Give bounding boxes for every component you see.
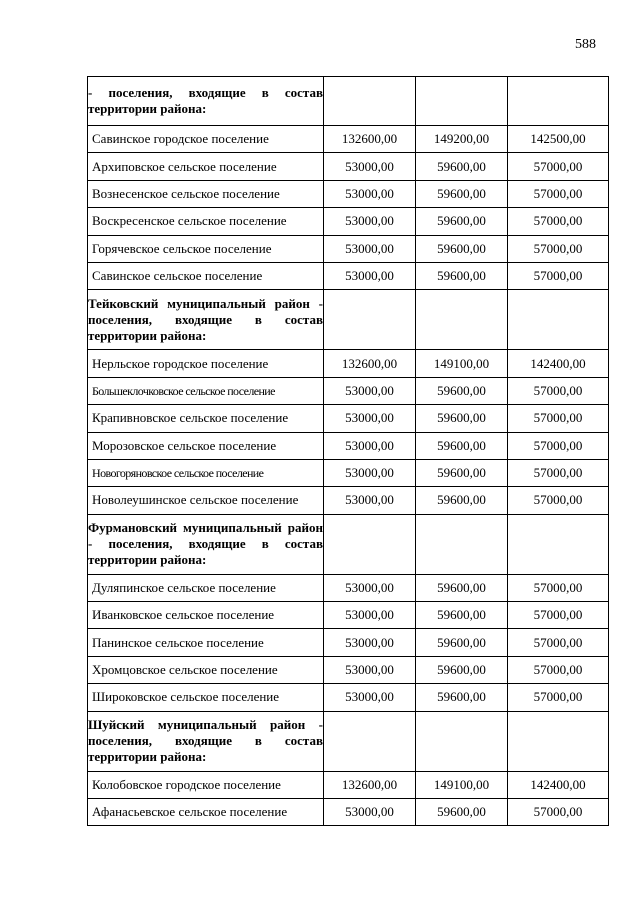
settlement-name-cell bbox=[88, 153, 324, 180]
settlement-name: Иванковское сельское поселение bbox=[92, 607, 275, 623]
settlement-row bbox=[88, 180, 609, 207]
settlement-row bbox=[88, 153, 609, 180]
settlement-name-cell bbox=[88, 377, 324, 404]
settlement-row bbox=[88, 771, 609, 798]
settlement-name-cell bbox=[88, 684, 324, 711]
value-cell-3: 142400,00 bbox=[508, 771, 609, 798]
settlement-row bbox=[88, 459, 609, 486]
settlement-row bbox=[88, 208, 609, 235]
empty-value-cell bbox=[416, 711, 508, 771]
value-cell-2: 149100,00 bbox=[416, 771, 508, 798]
settlement-name-cell bbox=[88, 771, 324, 798]
settlement-row bbox=[88, 262, 609, 289]
value-cell-3: 57000,00 bbox=[508, 487, 609, 514]
settlement-row bbox=[88, 574, 609, 601]
value-cell-2: 59600,00 bbox=[416, 208, 508, 235]
value-cell-1: 53000,00 bbox=[324, 377, 416, 404]
settlement-name-cell bbox=[88, 126, 324, 153]
value-cell-1: 53000,00 bbox=[324, 487, 416, 514]
settlement-row bbox=[88, 432, 609, 459]
value-cell-1: 53000,00 bbox=[324, 405, 416, 432]
value-cell-3: 57000,00 bbox=[508, 405, 609, 432]
settlement-name-cell bbox=[88, 799, 324, 826]
value-cell-1: 132600,00 bbox=[324, 771, 416, 798]
settlement-name: Панинское сельское поселение bbox=[92, 634, 264, 650]
empty-value-cell bbox=[508, 514, 609, 574]
empty-value-cell bbox=[416, 290, 508, 350]
value-cell-1: 53000,00 bbox=[324, 602, 416, 629]
page-number: 588 bbox=[575, 37, 596, 52]
settlement-name: Савинское сельское поселение bbox=[92, 268, 263, 284]
value-cell-2: 59600,00 bbox=[416, 487, 508, 514]
value-cell-2: 149200,00 bbox=[416, 126, 508, 153]
value-cell-2: 59600,00 bbox=[416, 459, 508, 486]
settlement-name-cell bbox=[88, 405, 324, 432]
value-cell-2: 59600,00 bbox=[416, 432, 508, 459]
value-cell-3: 57000,00 bbox=[508, 153, 609, 180]
settlement-name-cell bbox=[88, 602, 324, 629]
value-cell-1: 132600,00 bbox=[324, 350, 416, 377]
value-cell-3: 57000,00 bbox=[508, 432, 609, 459]
value-cell-1: 53000,00 bbox=[324, 629, 416, 656]
value-cell-1: 53000,00 bbox=[324, 153, 416, 180]
value-cell-1: 53000,00 bbox=[324, 684, 416, 711]
empty-value-cell bbox=[508, 77, 609, 126]
settlement-name: Новолеушинское сельское поселение bbox=[92, 492, 299, 508]
district-group-title: - поселения, входящие в состав территории района: bbox=[88, 77, 324, 126]
settlement-name: Савинское городское поселение bbox=[92, 131, 269, 147]
settlement-name: Широковское сельское поселение bbox=[92, 689, 280, 705]
district-group-row bbox=[88, 514, 609, 574]
empty-value-cell bbox=[416, 77, 508, 126]
value-cell-3: 57000,00 bbox=[508, 799, 609, 826]
value-cell-2: 59600,00 bbox=[416, 180, 508, 207]
settlements-budget-table bbox=[87, 76, 609, 826]
value-cell-2: 59600,00 bbox=[416, 574, 508, 601]
settlement-row bbox=[88, 235, 609, 262]
empty-value-cell bbox=[324, 514, 416, 574]
value-cell-1: 53000,00 bbox=[324, 656, 416, 683]
settlement-name: Дуляпинское сельское поселение bbox=[92, 579, 276, 595]
value-cell-3: 57000,00 bbox=[508, 208, 609, 235]
value-cell-2: 59600,00 bbox=[416, 684, 508, 711]
value-cell-1: 53000,00 bbox=[324, 262, 416, 289]
settlement-name: Новогоряновское сельское поселение bbox=[92, 466, 264, 481]
settlement-row bbox=[88, 656, 609, 683]
value-cell-2: 59600,00 bbox=[416, 629, 508, 656]
value-cell-3: 57000,00 bbox=[508, 235, 609, 262]
district-group-title: Фурмановский муниципальный район - поселения, входящие в состав территории района: bbox=[88, 514, 324, 574]
value-cell-2: 59600,00 bbox=[416, 377, 508, 404]
empty-value-cell bbox=[324, 290, 416, 350]
value-cell-2: 59600,00 bbox=[416, 799, 508, 826]
settlement-name: Морозовское сельское поселение bbox=[92, 437, 277, 453]
table-body bbox=[88, 77, 609, 826]
value-cell-1: 53000,00 bbox=[324, 432, 416, 459]
settlement-name-cell bbox=[88, 235, 324, 262]
settlement-name-cell bbox=[88, 432, 324, 459]
settlement-name: Нерльское городское поселение bbox=[92, 355, 269, 371]
value-cell-2: 59600,00 bbox=[416, 602, 508, 629]
settlement-name-cell bbox=[88, 350, 324, 377]
value-cell-3: 142500,00 bbox=[508, 126, 609, 153]
settlement-name: Крапивновское сельское поселение bbox=[92, 410, 289, 426]
settlement-name: Колобовское городское поселение bbox=[92, 776, 281, 792]
value-cell-3: 57000,00 bbox=[508, 180, 609, 207]
empty-value-cell bbox=[416, 514, 508, 574]
value-cell-3: 57000,00 bbox=[508, 684, 609, 711]
district-group-title: Шуйский муниципальный район - поселения, входящие в состав территории района: bbox=[88, 711, 324, 771]
value-cell-2: 59600,00 bbox=[416, 656, 508, 683]
settlement-row bbox=[88, 684, 609, 711]
value-cell-1: 53000,00 bbox=[324, 208, 416, 235]
settlement-name: Афанасьевское сельское поселение bbox=[92, 804, 288, 820]
value-cell-2: 59600,00 bbox=[416, 235, 508, 262]
settlement-name-cell bbox=[88, 656, 324, 683]
district-group-row bbox=[88, 77, 609, 126]
settlement-row bbox=[88, 405, 609, 432]
value-cell-1: 53000,00 bbox=[324, 180, 416, 207]
settlement-name: Воскресенское сельское поселение bbox=[92, 213, 287, 229]
value-cell-2: 59600,00 bbox=[416, 262, 508, 289]
settlement-name-cell bbox=[88, 574, 324, 601]
value-cell-1: 53000,00 bbox=[324, 799, 416, 826]
settlement-name-cell bbox=[88, 487, 324, 514]
settlement-row bbox=[88, 126, 609, 153]
settlement-name-cell bbox=[88, 629, 324, 656]
value-cell-2: 149100,00 bbox=[416, 350, 508, 377]
empty-value-cell bbox=[324, 77, 416, 126]
value-cell-3: 57000,00 bbox=[508, 459, 609, 486]
value-cell-2: 59600,00 bbox=[416, 405, 508, 432]
empty-value-cell bbox=[508, 290, 609, 350]
settlement-row bbox=[88, 377, 609, 404]
district-group-row bbox=[88, 290, 609, 350]
settlement-row bbox=[88, 629, 609, 656]
settlement-name-cell bbox=[88, 459, 324, 486]
value-cell-3: 57000,00 bbox=[508, 377, 609, 404]
value-cell-3: 57000,00 bbox=[508, 602, 609, 629]
settlement-name: Хромцовское сельское поселение bbox=[92, 662, 278, 678]
value-cell-3: 57000,00 bbox=[508, 629, 609, 656]
district-group-row bbox=[88, 711, 609, 771]
value-cell-2: 59600,00 bbox=[416, 153, 508, 180]
settlement-name: Большеклочковское сельское поселение bbox=[92, 383, 275, 398]
district-group-title: Тейковский муниципальный район - поселения, входящие в состав территории района: bbox=[88, 290, 324, 350]
value-cell-3: 57000,00 bbox=[508, 656, 609, 683]
settlement-row bbox=[88, 799, 609, 826]
value-cell-1: 53000,00 bbox=[324, 459, 416, 486]
settlement-row bbox=[88, 487, 609, 514]
settlement-name: Архиповское сельское поселение bbox=[92, 158, 277, 174]
settlement-row bbox=[88, 602, 609, 629]
value-cell-1: 53000,00 bbox=[324, 235, 416, 262]
settlement-name-cell bbox=[88, 262, 324, 289]
empty-value-cell bbox=[508, 711, 609, 771]
settlement-row bbox=[88, 350, 609, 377]
value-cell-1: 132600,00 bbox=[324, 126, 416, 153]
settlement-name: Вознесенское сельское поселение bbox=[92, 185, 280, 201]
settlement-name-cell bbox=[88, 208, 324, 235]
settlement-name: Горячевское сельское поселение bbox=[92, 240, 272, 256]
value-cell-3: 57000,00 bbox=[508, 574, 609, 601]
value-cell-3: 142400,00 bbox=[508, 350, 609, 377]
empty-value-cell bbox=[324, 711, 416, 771]
value-cell-3: 57000,00 bbox=[508, 262, 609, 289]
settlement-name-cell bbox=[88, 180, 324, 207]
value-cell-1: 53000,00 bbox=[324, 574, 416, 601]
